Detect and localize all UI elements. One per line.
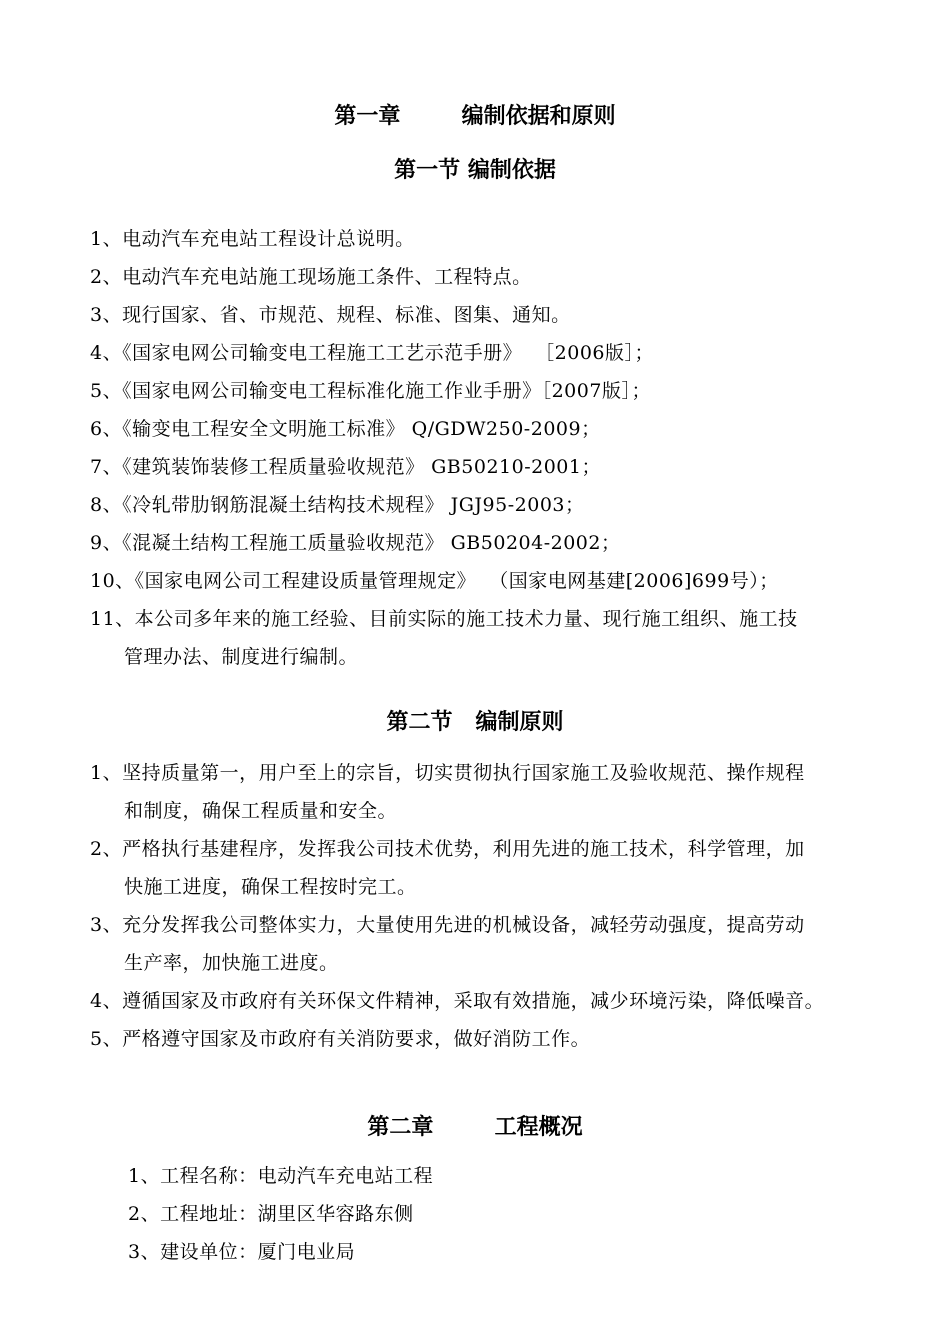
- principle-item-2-continued: 快施工进度，确保工程按时完工。: [124, 876, 417, 898]
- basis-item-6: 6、《输变电工程安全文明施工标准》 Q/GDW250-2009；: [90, 418, 601, 440]
- basis-item-7: 7、《建筑装饰装修工程质量验收规范》 GB50210-2001；: [90, 456, 601, 478]
- principle-item-4: 4、遵循国家及市政府有关环保文件精神，采取有效措施，减少环境污染，降低噪音。: [90, 990, 825, 1012]
- principle-item-3: 3、充分发挥我公司整体实力，大量使用先进的机械设备，减轻劳动强度，提高劳动: [90, 914, 805, 936]
- basis-item-4: 4、《国家电网公司输变电工程施工工艺示范手册》 ［2006版］；: [90, 342, 655, 364]
- principle-item-3-continued: 生产率，加快施工进度。: [124, 952, 339, 974]
- principle-item-1-continued: 和制度，确保工程质量和安全。: [124, 800, 398, 822]
- basis-item-3: 3、现行国家、省、市规范、规程、标准、图集、通知。: [90, 304, 571, 326]
- chapter-1-title: 第一章 编制依据和原则: [334, 104, 616, 129]
- basis-item-11-continued: 管理办法、制度进行编制。: [124, 646, 359, 668]
- principle-item-2: 2、严格执行基建程序，发挥我公司技术优势，利用先进的施工技术，科学管理，加: [90, 838, 805, 860]
- chapter-2-title: 第二章 工程概况: [367, 1115, 583, 1140]
- basis-item-11: 11、本公司多年来的施工经验、目前实际的施工技术力量、现行施工组织、施工技: [90, 608, 798, 630]
- basis-item-10: 10、《国家电网公司工程建设质量管理规定》 （国家电网基建[2006]699号）；: [90, 570, 779, 592]
- section-1-title: 第一节 编制依据: [394, 158, 556, 183]
- principle-item-5: 5、严格遵守国家及市政府有关消防要求，做好消防工作。: [90, 1028, 591, 1050]
- basis-item-1: 1、电动汽车充电站工程设计总说明。: [90, 228, 415, 250]
- basis-item-9: 9、《混凝土结构工程施工质量验收规范》 GB50204-2002；: [90, 532, 621, 554]
- basis-item-5: 5、《国家电网公司输变电工程标准化施工作业手册》［2007版］；: [90, 380, 651, 402]
- principle-item-1: 1、坚持质量第一，用户至上的宗旨，切实贯彻执行国家施工及验收规范、操作规程: [90, 762, 805, 784]
- overview-item-3: 3、建设单位：厦门电业局: [128, 1241, 356, 1263]
- basis-item-8: 8、《冷轧带肋钢筋混凝土结构技术规程》 JGJ95-2003；: [90, 494, 585, 516]
- section-2-title: 第二节 编制原则: [386, 710, 564, 735]
- basis-item-2: 2、电动汽车充电站施工现场施工条件、工程特点。: [90, 266, 532, 288]
- overview-item-1: 1、工程名称：电动汽车充电站工程: [128, 1165, 434, 1187]
- overview-item-2: 2、工程地址：湖里区华容路东侧: [128, 1203, 414, 1225]
